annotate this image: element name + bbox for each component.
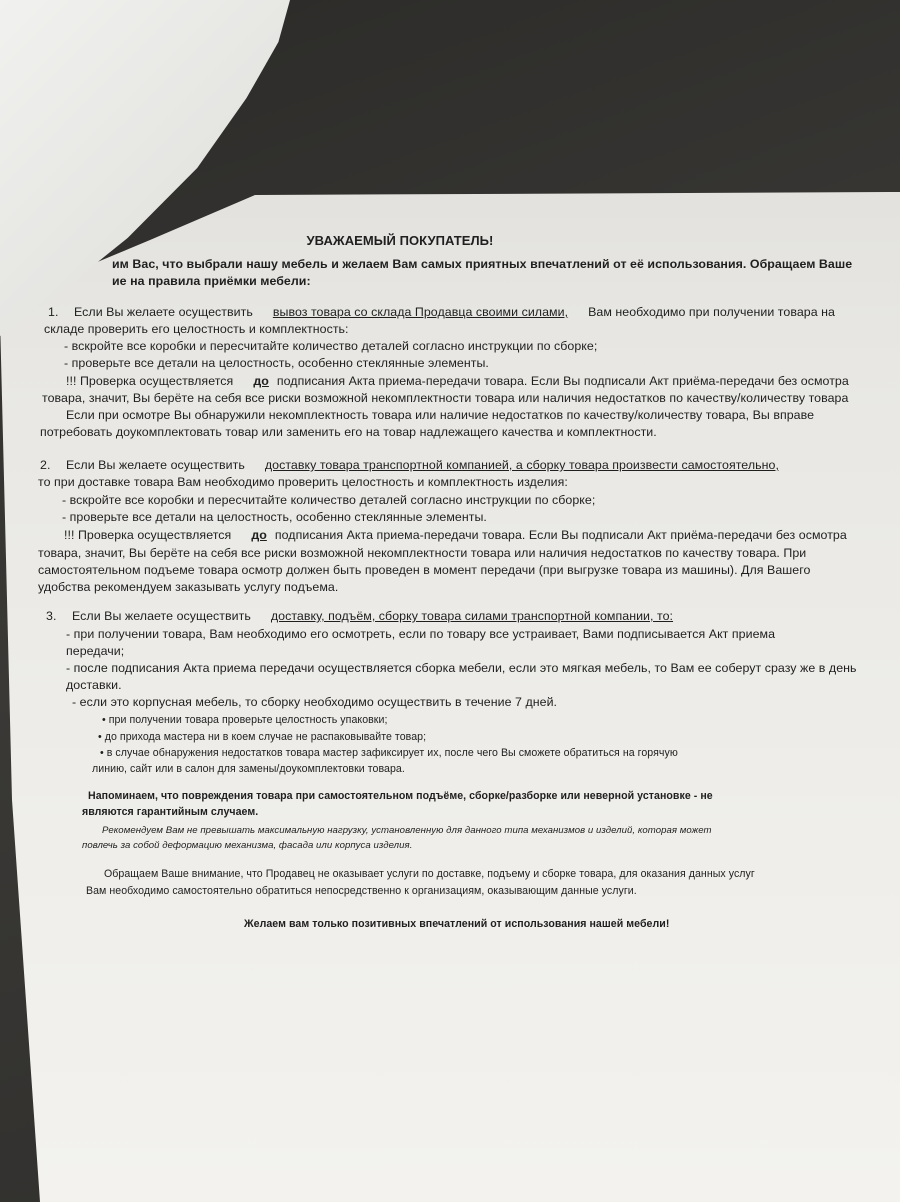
section-2-heading: 2. Если Вы желаете осуществить доставку товара транспортной компанией, а сборку товара произвести самостоятельно, (40, 458, 779, 472)
intro-line-2: ие на правила приёмки мебели: (112, 274, 311, 288)
section-3-condition: доставку, подъём, сборку товара силами транспортной компании, то: (270, 609, 674, 623)
section-3-bullet: • в случае обнаружения недостатков товара мастер зафиксирует их, после чего Вы сможете обратиться на горячую (100, 747, 678, 759)
recommend-line: повлечь за собой деформацию механизма, фасада или корпуса изделия. (82, 840, 413, 851)
section-3-line: доставки. (66, 678, 122, 692)
section-3-bullet: • при получении товара проверьте целостность упаковки; (102, 714, 388, 726)
section-1-check-line: Если при осмотре Вы обнаружили некомплектность товара или наличие недостатков по качеству/количеству товара, Вы вправе (66, 408, 815, 422)
section-2-check-line: удобства рекомендуем заказывать услугу подъема. (38, 580, 339, 594)
section-3-heading: 3. Если Вы желаете осуществить доставку, подъём, сборку товара силами транспортной компании, то: (46, 609, 674, 623)
section-2-check-line: товара, значит, Вы берёте на себя все риски возможной некомплектности товара или наличия недостатков по качеству товара. При (38, 546, 807, 560)
page-title: УВАЖАЕМЫЙ ПОКУПАТЕЛЬ! (306, 233, 494, 248)
section-1-line: - вскройте все коробки и пересчитайте количество деталей согласно инструкции по сборке; (64, 339, 598, 353)
section-1-condition: вывоз товара со склада Продавца своими силами, (272, 305, 569, 319)
closing-line: Желаем вам только позитивных впечатлений от использования нашей мебели! (244, 918, 670, 930)
notice-line: Обращаем Ваше внимание, что Продавец не оказывает услуги по доставке, подъему и сборке товара, для оказания данных услуг (104, 868, 755, 880)
section-1-check-line: потребовать доукомплектовать товар или заменить его на товар надлежащего качества и комплектности. (40, 425, 657, 439)
section-1-heading: 1. Если Вы желаете осуществить вывоз товара со склада Продавца своими силами, Вам необходимо при получении товара на (48, 305, 835, 319)
reminder-line: Напоминаем, что повреждения товара при самостоятельном подъёме, сборке/разборке или неверной установке - не (88, 790, 713, 802)
notice-line: Вам необходимо самостоятельно обратиться непосредственно к организациям, оказывающим данные услуги. (86, 885, 637, 897)
section-2-condition: доставку товара транспортной компанией, а сборку товара произвести самостоятельно, (264, 458, 779, 472)
section-2-check-line: самостоятельном подъеме товара осмотр должен быть проведен в момент передачи (при выгрузке товара из машины). Для Вашего (38, 563, 811, 577)
section-3-line: передачи; (66, 644, 125, 658)
section-2-line: то при доставке товара Вам необходимо проверить целостность и комплектность изделия: (38, 475, 568, 489)
section-2-line: - проверьте все детали на целостность, особенно стеклянные элементы. (62, 510, 487, 524)
intro-line-1: им Вас, что выбрали нашу мебель и желаем Вам самых приятных впечатлений от её использования. Обращаем Ваше (112, 257, 853, 271)
reminder-line: являются гарантийным случаем. (82, 806, 259, 818)
section-1-line: складе проверить его целостность и комплектность: (44, 322, 349, 336)
section-3-line: - если это корпусная мебель, то сборку необходимо осуществить в течение 7 дней. (72, 695, 558, 709)
section-3-bullet: линию, сайт или в салон для замены/доукомплектовки товара. (92, 763, 405, 775)
section-3-line: - при получении товара, Вам необходимо его осмотреть, если по товару все устраивает, Вами подписывается Акт приема (66, 627, 776, 641)
section-2-check: !!! Проверка осуществляется до подписания Акта приема-передачи товара. Если Вы подписали Акт приёма-передачи без осмотра (64, 528, 847, 542)
recommend-line: Рекомендуем Вам не превышать максимальную нагрузку, установленную для данного типа механизмов и изделий, которая может (102, 825, 712, 836)
section-2-line: - вскройте все коробки и пересчитайте количество деталей согласно инструкции по сборке; (62, 493, 596, 507)
section-3-line: - после подписания Акта приема передачи осуществляется сборка мебели, если это мягкая мебель, то Вам ее соберут сразу же в день (66, 661, 857, 675)
section-1-check-line: товара, значит, Вы берёте на себя все риски возможной некомплектности товара или наличия недостатков по качеству/количеству товара (42, 391, 849, 405)
section-1-check: !!! Проверка осуществляется до подписания Акта приема-передачи товара. Если Вы подписали Акт приёма-передачи без осмотра (66, 374, 849, 388)
section-1-line: - проверьте все детали на целостность, особенно стеклянные элементы. (64, 356, 489, 370)
section-3-bullet: • до прихода мастера ни в коем случае не распаковывайте товар; (98, 731, 427, 743)
